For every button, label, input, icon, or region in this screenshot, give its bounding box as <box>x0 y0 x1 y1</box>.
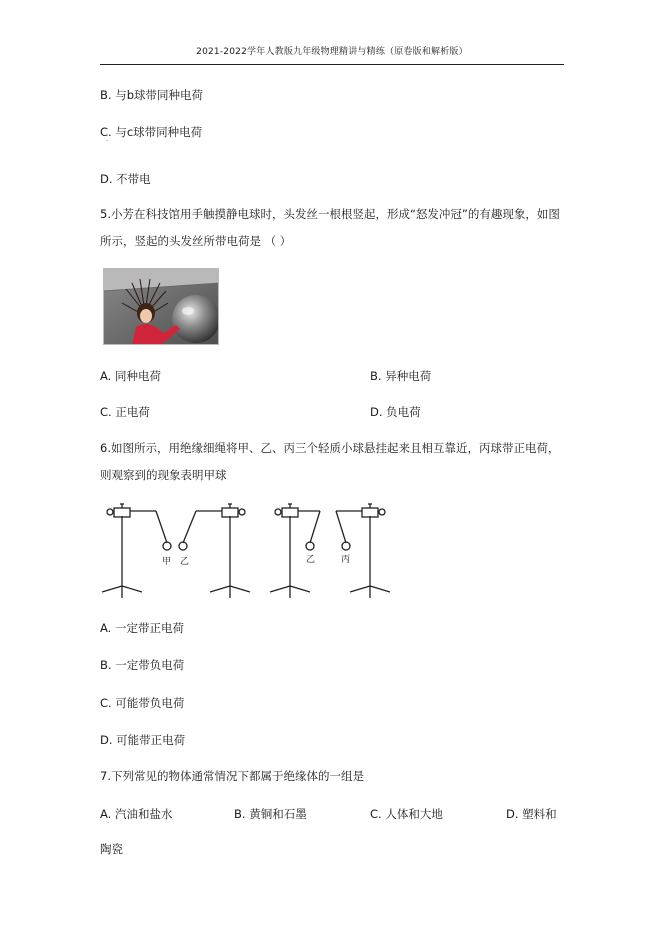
q5-option-a: A. 同种电荷 <box>100 369 161 383</box>
q7-option-d: D. 塑料和 <box>506 807 557 821</box>
q5-stem-line2: 所示，竖起的头发丝所带电荷是 （ ） <box>100 234 292 248</box>
q4-option-c: C. 与c球带同种电荷 <box>100 125 203 139</box>
label-jia: 甲 <box>162 557 172 567</box>
q5-option-b: B. 异种电荷 <box>370 369 432 383</box>
q7-option-b: B. 黄铜和石墨 <box>234 807 307 821</box>
q6-stem-line2: 则观察到的现象表明甲球 <box>100 468 227 482</box>
q5-option-d: D. 负电荷 <box>370 405 421 419</box>
q5-stem-line1: 5.小芳在科技馆用手触摸静电球时，头发丝一根根竖起，形成“怒发冲冠”的有趣现象，如图 <box>100 207 560 221</box>
photo-illustration <box>104 269 219 345</box>
q7-option-c: C. 人体和大地 <box>370 807 443 821</box>
q6-stem-line1: 6.如图所示，用绝缘细绳将甲、乙、丙三个轻质小球悬挂起来且相互靠近，丙球带正电荷， <box>100 441 560 455</box>
header-rule <box>100 64 564 65</box>
label-bing: 丙 <box>341 555 351 565</box>
stray-mark: · <box>107 819 110 827</box>
q4-option-d: D. 不带电 <box>100 172 151 186</box>
q5-option-c: C. 正电荷 <box>100 405 150 419</box>
stray-mark: · <box>106 137 109 145</box>
q6-option-b: B. 一定带负电荷 <box>100 658 185 672</box>
header-title: 2021-2022学年人教版九年级物理精讲与精练（原卷版和解析版） <box>196 47 468 57</box>
q5-static-ball-photo <box>103 268 219 345</box>
q6-hanging-balls-diagram <box>96 498 396 606</box>
label-yi-1: 乙 <box>180 557 190 567</box>
q7-option-d-continued: 陶瓷 <box>100 842 123 856</box>
q4-option-b: B. 与b球带同种电荷 <box>100 88 203 102</box>
q6-option-c: C. 可能带负电荷 <box>100 696 185 710</box>
q6-option-a: A. 一定带正电荷 <box>100 621 184 635</box>
q6-option-d: D. 可能带正电荷 <box>100 733 186 747</box>
q7-stem: 7.下列常见的物体通常情况下都属于绝缘体的一组是 <box>100 769 364 783</box>
label-yi-2: 乙 <box>306 555 316 565</box>
q7-option-a: A. 汽油和盐水 <box>100 807 173 821</box>
